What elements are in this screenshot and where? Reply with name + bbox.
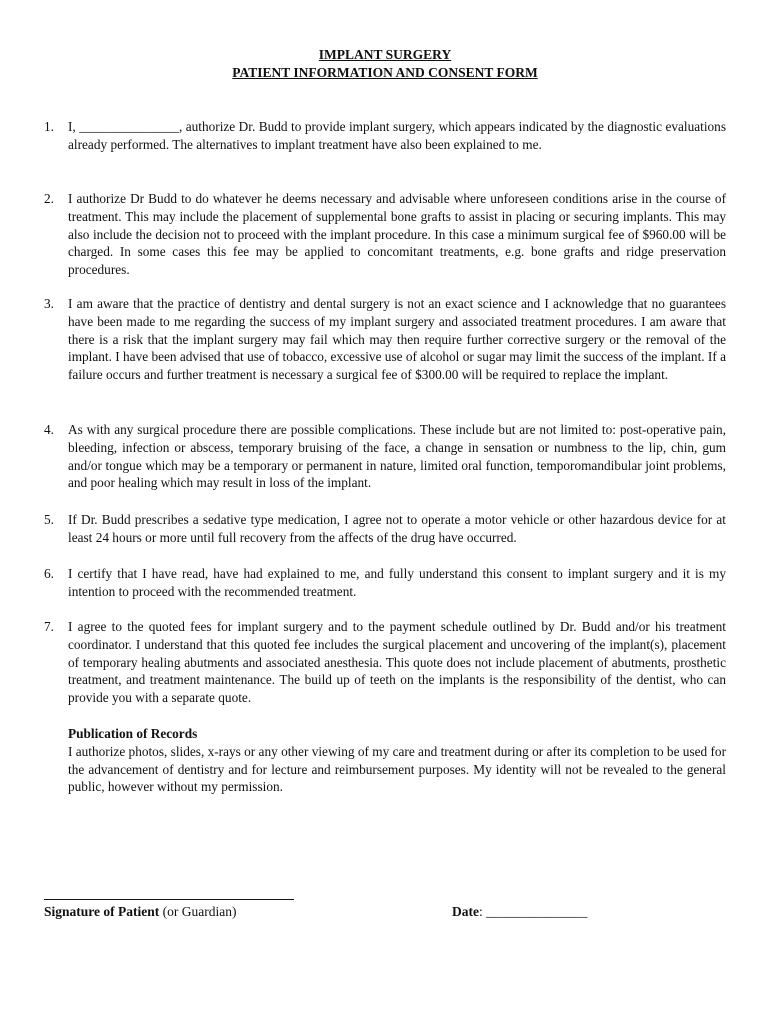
item-number: 4. [44, 422, 54, 437]
item-number: 3. [44, 296, 54, 311]
signature-label [44, 904, 236, 920]
item-number: 2. [44, 191, 54, 206]
consent-item-7 [44, 618, 726, 707]
date-blank: : _______________ [479, 904, 588, 919]
consent-item-5 [44, 511, 726, 547]
item-text: I, _______________, authorize Dr. Budd to provide implant surgery, which appears indicated by the diagnostic evaluations already performed. The alternatives to implant treatment have also been explained to me. [68, 119, 726, 152]
item-text: I certify that I have read, have had explained to me, and fully understand this consent to implant surgery and it is my intention to proceed with the recommended treatment. [68, 566, 726, 599]
signature-label-rest: (or Guardian) [159, 904, 237, 919]
item-text: I authorize Dr Budd to do whatever he deems necessary and advisable where unforeseen conditions arise in the course of treatment. This may include the placement of supplemental bone grafts to assist in placing or securing implants. This may also include the decision not to proceed with the implant procedure. In this case a minimum surgical fee of $960.00 will be charged. In some cases this fee may be applied to concomitant treatments, e.g. bone grafts and ridge preservation procedures. [68, 191, 726, 278]
item-text: I am aware that the practice of dentistry and dental surgery is not an exact science and I acknowledge that no guarantees have been made to me regarding the success of my implant surgery and associated treatment procedures. I am aware that there is a risk that the implant surgery may fail which may then require further corrective surgery or the removal of the implant. I have been advised that use of tobacco, excessive use of alcohol or sugar may limit the success of the implant. If a failure occurs and further treatment is necessary a surgical fee of $300.00 will be required to replace the implant. [68, 296, 726, 383]
item-number: 6. [44, 566, 54, 581]
consent-item-6 [44, 565, 726, 601]
consent-item-3 [44, 295, 726, 384]
consent-item-2 [44, 190, 726, 279]
publication-text: I authorize photos, slides, x-rays or any other viewing of my care and treatment during or after its completion to be used for the advancement of dentistry and for lecture and reimbursement purposes. My identity will not be revealed to the general public, however without my permission. [68, 743, 727, 795]
publication-heading: Publication of Records [68, 726, 198, 741]
item-number: 7. [44, 619, 54, 634]
signature-line[interactable] [44, 899, 294, 900]
item-number: 5. [44, 512, 54, 527]
signature-label-bold: Signature of Patient [44, 904, 160, 919]
item-number: 1. [44, 119, 54, 134]
consent-item-4 [44, 421, 726, 492]
date-label: Date [452, 904, 479, 919]
item-text: I agree to the quoted fees for implant surgery and to the payment schedule outlined by Dr. Budd and/or his treatment coordinator. I understand that this quoted fee includes the surgical placement and uncovering of the implant(s), placement of temporary healing abutments and associated anesthesia. This quote does not include placement of abutments, prosthetic treatment, and treatment maintenance. The build up of teeth on the implants is the responsibility of the dentist, who can provide you with a separate quote. [68, 619, 726, 706]
form-subtitle: PATIENT INFORMATION AND CONSENT FORM [232, 65, 538, 80]
consent-item-1 [44, 118, 726, 154]
publication-of-records [68, 725, 726, 796]
item-text: As with any surgical procedure there are possible complications. These include but are not limited to: post-operative pain, bleeding, infection or abscess, temporary bruising of the face, a change in sensation or numbness to the lip, chin, gum and/or tongue which may be a temporary or permanent in nature, limited oral function, temporomandibular joint problems, and poor healing which may result in loss of the implant. [68, 422, 726, 491]
item-text: If Dr. Budd prescribes a sedative type medication, I agree not to operate a motor vehicle or other hazardous device for at least 24 hours or more until full recovery from the affects of the drug have occurred. [68, 512, 726, 545]
date-field[interactable] [452, 904, 587, 920]
form-title: IMPLANT SURGERY [318, 47, 452, 62]
